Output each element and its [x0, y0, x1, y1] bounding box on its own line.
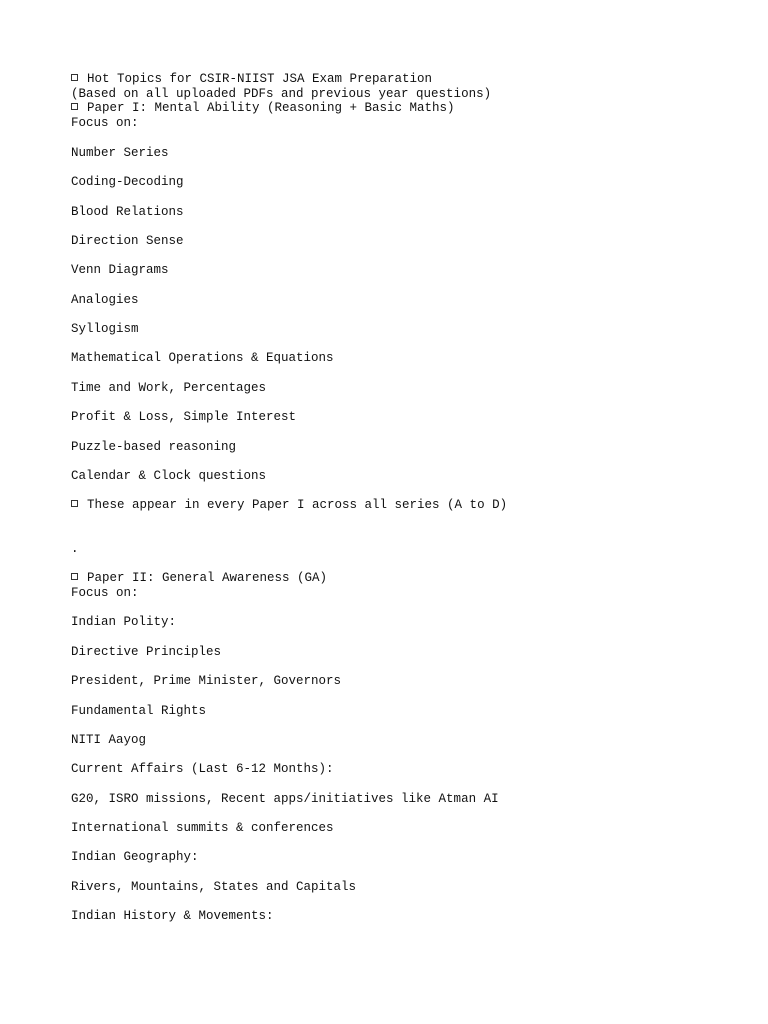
- paper1-topic: Direction Sense: [71, 234, 184, 248]
- paper2-line: Fundamental Rights: [71, 704, 207, 718]
- checkbox-icon: [71, 573, 78, 580]
- paper2-line: International summits & conferences: [71, 821, 334, 835]
- paper2-line: President, Prime Minister, Governors: [71, 674, 342, 688]
- paper1-note: These appear in every Paper I across all series (A to D): [87, 498, 508, 512]
- paper2-line: Directive Principles: [71, 645, 222, 659]
- checkbox-icon: [71, 74, 78, 81]
- paper2-line: Current Affairs (Last 6-12 Months):: [71, 762, 334, 776]
- paper2-line: Indian Geography:: [71, 850, 199, 864]
- paper1-topic: Time and Work, Percentages: [71, 381, 267, 395]
- paper1-note-line: [71, 498, 507, 513]
- document-title: Hot Topics for CSIR-NIIST JSA Exam Preparation: [87, 72, 433, 86]
- document-title-line: [71, 72, 432, 87]
- paper2-line: Indian History & Movements:: [71, 909, 274, 923]
- paper2-line: Rivers, Mountains, States and Capitals: [71, 880, 357, 894]
- paper1-topic: Syllogism: [71, 322, 139, 336]
- paper1-heading: Paper I: Mental Ability (Reasoning + Basic Maths): [87, 101, 455, 115]
- paper1-topic: Calendar & Clock questions: [71, 469, 267, 483]
- paper1-topic: Venn Diagrams: [71, 263, 169, 277]
- paper1-topic: Blood Relations: [71, 205, 184, 219]
- paper1-topic: Puzzle-based reasoning: [71, 440, 237, 454]
- checkbox-icon: [71, 103, 78, 110]
- paper1-topic: Mathematical Operations & Equations: [71, 351, 334, 365]
- paper1-topic: Number Series: [71, 146, 169, 160]
- document-subtitle: (Based on all uploaded PDFs and previous year questions): [71, 87, 492, 101]
- paper2-line: NITI Aayog: [71, 733, 147, 747]
- paper1-focus-label: Focus on:: [71, 116, 139, 130]
- paper2-focus-label: Focus on:: [71, 586, 139, 600]
- paper1-topic: Coding-Decoding: [71, 175, 184, 189]
- paper2-heading: Paper II: General Awareness (GA): [87, 571, 328, 585]
- section-separator: .: [71, 542, 79, 556]
- paper2-heading-line: [71, 571, 327, 586]
- paper2-line: G20, ISRO missions, Recent apps/initiatives like Atman AI: [71, 792, 499, 806]
- paper2-line: Indian Polity:: [71, 615, 177, 629]
- paper1-heading-line: [71, 101, 455, 116]
- paper1-topic: Profit & Loss, Simple Interest: [71, 410, 297, 424]
- checkbox-icon: [71, 500, 78, 507]
- paper1-topic: Analogies: [71, 293, 139, 307]
